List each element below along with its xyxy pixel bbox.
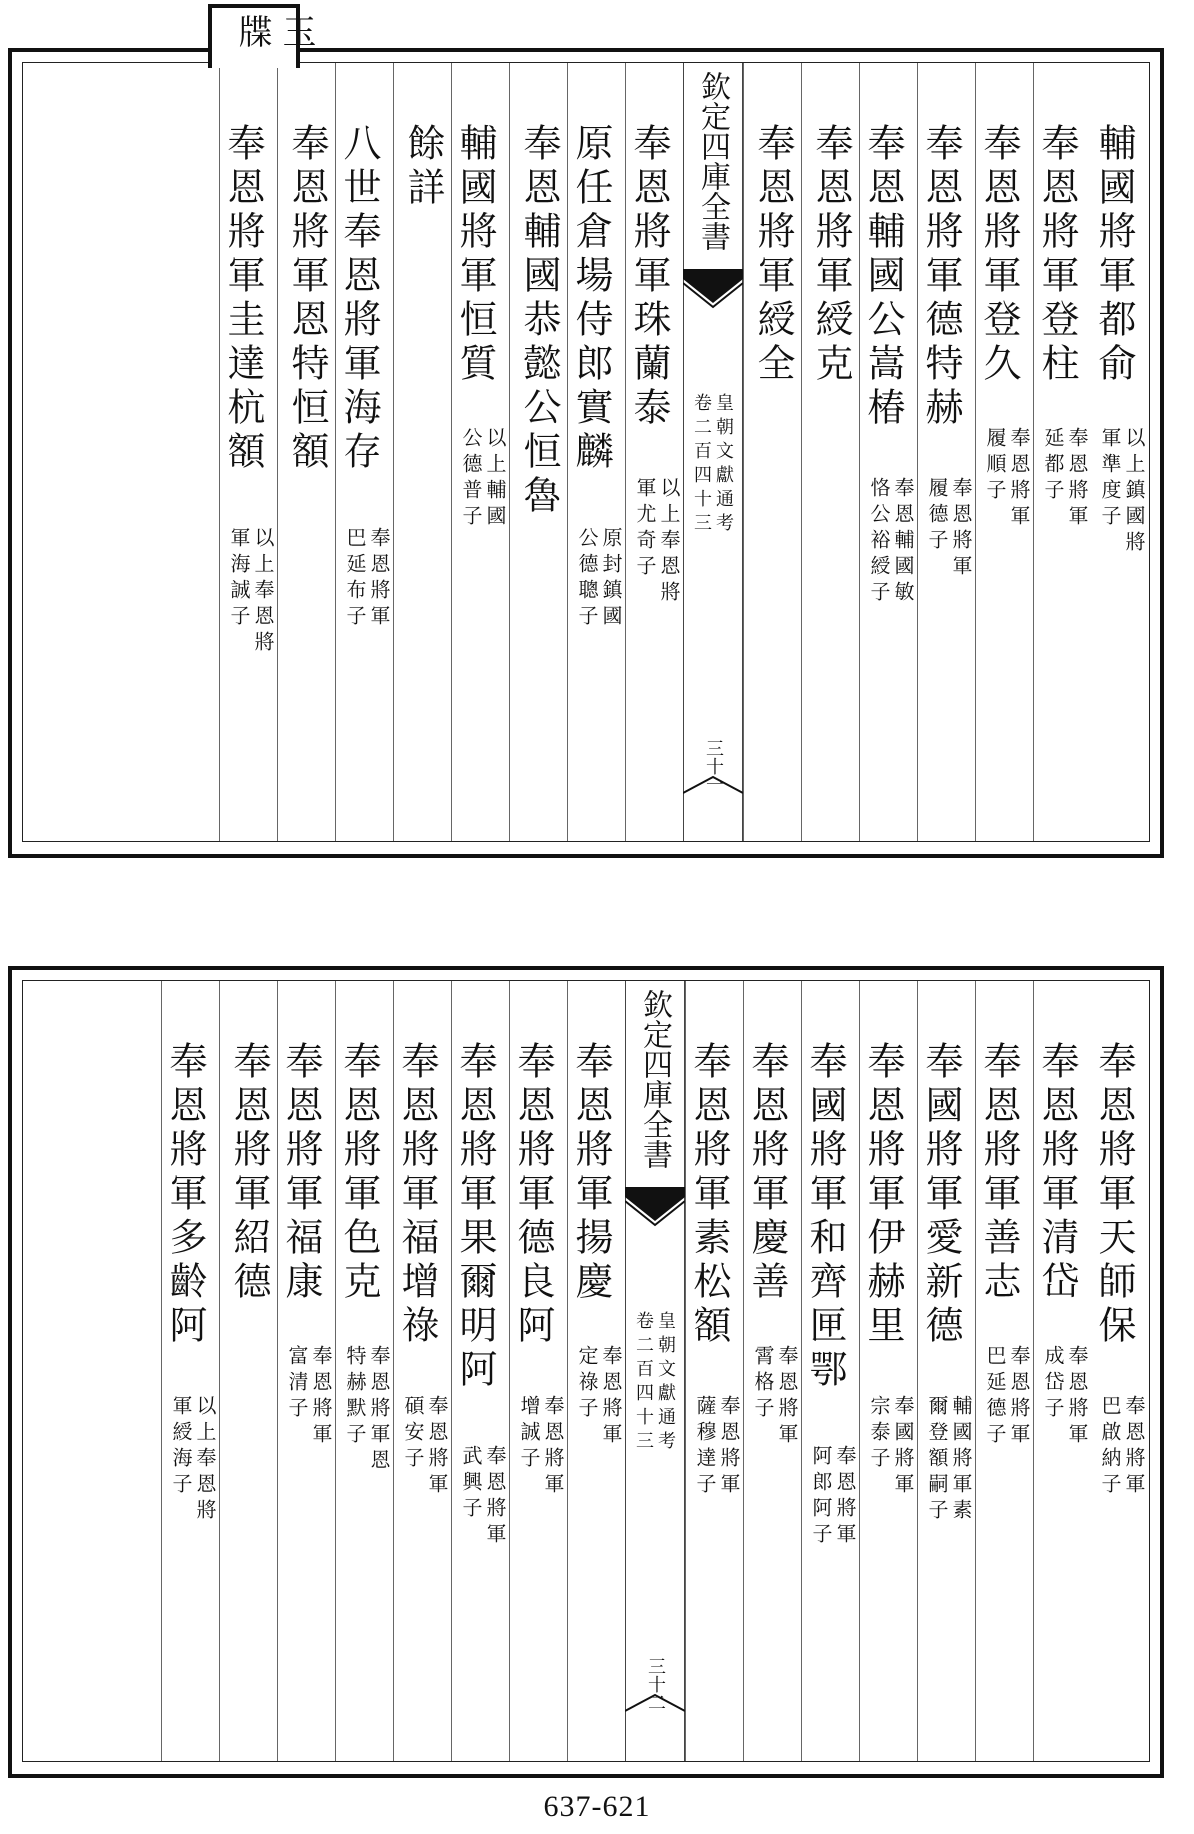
fish-tail-mark-icon: [683, 775, 743, 795]
text-column: [161, 981, 219, 1761]
source-title: 皇朝文獻通考: [655, 1311, 676, 1455]
text-column: [335, 981, 393, 1761]
text-column: [917, 63, 975, 841]
entry-annotation: 以上鎮國將: [1122, 427, 1146, 557]
text-column: [1033, 63, 1091, 841]
entry-annotation: 奉恩將軍: [425, 1395, 449, 1499]
entry-name: 奉恩將軍紹德: [227, 1041, 271, 1305]
entry-annotation: 奉恩將軍: [1065, 1345, 1089, 1449]
entry-annotation: 軍綬海子: [169, 1395, 193, 1499]
fold-rule: [625, 981, 626, 1761]
entry-name: 奉恩輔國恭懿公恒魯: [517, 123, 561, 519]
entry-annotation: 阿郎阿子: [809, 1445, 833, 1549]
entry-name: 奉恩將軍綬全: [751, 123, 795, 387]
entry-annotation: 宗泰子: [867, 1395, 891, 1473]
entry-annotation: 富清子: [285, 1345, 309, 1423]
entry-name: 奉恩輔國公嵩椿: [861, 123, 905, 431]
entry-annotation: 奉恩將軍: [775, 1345, 799, 1449]
entry-name: 奉恩將軍恩特恒額: [285, 123, 329, 475]
text-column: [509, 981, 567, 1761]
text-column: [859, 63, 917, 841]
entry-name: 餘詳: [401, 123, 445, 211]
text-column: [219, 63, 277, 841]
text-column: [743, 981, 801, 1761]
fold-rule: [683, 63, 684, 841]
entry-annotation: 增誠子: [517, 1395, 541, 1473]
entry-annotation: 履德子: [925, 477, 949, 555]
top-page-frame: [22, 62, 1150, 842]
tab-label: 玉牒: [232, 14, 316, 50]
fold-rule: [742, 63, 743, 841]
entry-annotation: 碩安子: [401, 1395, 425, 1473]
entry-name: 奉恩將軍果爾明阿: [453, 1041, 497, 1393]
entry-annotation: 奉恩將軍: [309, 1345, 333, 1449]
entry-name: 輔國將軍恒質: [453, 123, 497, 387]
entry-annotation: 軍尤奇子: [633, 477, 657, 581]
entry-name: 奉恩將軍清岱: [1035, 1041, 1079, 1305]
entry-name: 奉國將軍和齊匣鄂: [803, 1041, 847, 1393]
text-column: [801, 63, 859, 841]
text-column: [625, 63, 683, 841]
entry-name: 奉恩將軍德良阿: [511, 1041, 555, 1349]
entry-annotation: 延都子: [1041, 427, 1065, 505]
text-column: [219, 981, 277, 1761]
entry-annotation: 奉恩將軍: [717, 1395, 741, 1499]
entry-name: 奉恩將軍珠蘭泰: [627, 123, 671, 431]
entry-name: 奉恩將軍善志: [977, 1041, 1021, 1305]
text-column: [743, 63, 801, 841]
entry-annotation: 輔國將軍素: [949, 1395, 973, 1525]
book-title: 欽定四庫全書: [695, 71, 730, 251]
text-column: [1091, 981, 1149, 1761]
volume-number: 卷二百四十三: [691, 393, 712, 537]
entry-name: 奉恩將軍福康: [279, 1041, 323, 1305]
entry-annotation: 恪公裕綬子: [867, 477, 891, 607]
entry-name: 奉恩將軍綬克: [809, 123, 853, 387]
text-column: [917, 981, 975, 1761]
entry-annotation: 奉恩將軍: [1065, 427, 1089, 531]
text-column: [1033, 981, 1091, 1761]
top-page: [8, 48, 1164, 858]
entry-annotation: 奉恩將軍: [483, 1445, 507, 1549]
entry-annotation: 以上奉恩將: [657, 477, 681, 607]
volume-number: 卷二百四十三: [633, 1311, 654, 1455]
text-column: [277, 63, 335, 841]
entry-annotation: 公德普子: [459, 427, 483, 531]
entry-annotation: 奉恩將軍: [367, 527, 391, 631]
entry-annotation: 奉國將軍: [891, 1395, 915, 1499]
text-column: [451, 63, 509, 841]
entry-annotation: 軍準度子: [1098, 427, 1122, 531]
entry-name: 奉恩將軍天師保: [1092, 1041, 1136, 1349]
text-column: [335, 63, 393, 841]
entry-annotation: 薩穆達子: [693, 1395, 717, 1499]
text-column: [509, 63, 567, 841]
entry-name: 奉恩將軍德特赫: [919, 123, 963, 431]
bottom-columns: [23, 981, 1149, 1761]
entry-annotation: 定祿子: [575, 1345, 599, 1423]
entry-name: 輔國將軍都俞: [1092, 123, 1136, 387]
entry-annotation: 奉恩將軍: [599, 1345, 623, 1449]
entry-name: 原任倉場侍郎實麟: [569, 123, 613, 475]
text-column: [451, 981, 509, 1761]
fish-tail-mark-icon: [683, 269, 743, 309]
text-column: [859, 981, 917, 1761]
text-column: [277, 981, 335, 1761]
text-column: [567, 981, 625, 1761]
text-column: [393, 63, 451, 841]
entry-annotation: 公德聰子: [575, 527, 599, 631]
entry-annotation: 巴延布子: [343, 527, 367, 631]
entry-annotation: 以上奉恩將: [193, 1395, 217, 1525]
entry-name: 奉恩將軍登久: [977, 123, 1021, 387]
top-columns: [23, 63, 1149, 841]
entry-name: 奉國將軍愛新德: [919, 1041, 963, 1349]
text-column: [801, 981, 859, 1761]
bottom-page-frame: [22, 980, 1150, 1762]
page-number: 637-621: [543, 1790, 651, 1823]
entry-annotation: 奉恩輔國敏: [891, 477, 915, 607]
entry-annotation: 奉恩將軍: [541, 1395, 565, 1499]
entry-annotation: 霄格子: [751, 1345, 775, 1423]
entry-annotation: 以上奉恩將: [251, 527, 275, 657]
entry-name: 奉恩將軍色克: [337, 1041, 381, 1305]
text-column: [567, 63, 625, 841]
center-fold: [683, 63, 743, 841]
entry-annotation: 軍海誠子: [227, 527, 251, 631]
entry-name: 奉恩將軍慶善: [745, 1041, 789, 1305]
text-column: [1091, 63, 1149, 841]
book-title: 欽定四庫全書: [637, 989, 672, 1169]
entry-name: 奉恩將軍伊赫里: [861, 1041, 905, 1349]
entry-name: 八世奉恩將軍海存: [337, 123, 381, 475]
entry-name: 奉恩將軍登柱: [1035, 123, 1079, 387]
entry-annotation: 奉恩將軍: [833, 1445, 857, 1549]
text-column: [975, 63, 1033, 841]
entry-annotation: 巴啟納子: [1098, 1395, 1122, 1499]
entry-annotation: 以上輔國: [483, 427, 507, 531]
entry-annotation: 武興子: [459, 1445, 483, 1523]
entry-annotation: 巴延德子: [983, 1345, 1007, 1449]
entry-annotation: 奉恩將軍: [1007, 1345, 1031, 1449]
text-column: [975, 981, 1033, 1761]
entry-annotation: 原封鎮國: [599, 527, 623, 631]
entry-name: 奉恩將軍圭達杭額: [221, 123, 265, 475]
leaf-number: 三十一: [703, 739, 724, 793]
entry-name: 奉恩將軍多齡阿: [163, 1041, 207, 1349]
entry-annotation: 成岱子: [1041, 1345, 1065, 1423]
entry-name: 奉恩將軍福增祿: [395, 1041, 439, 1349]
center-fold: [625, 981, 685, 1761]
leaf-number: 三十二: [645, 1657, 666, 1711]
book-tab: [208, 4, 316, 68]
entry-annotation: 奉恩將軍: [1007, 427, 1031, 531]
entry-annotation: 特赫默子: [343, 1345, 367, 1449]
entry-annotation: 奉恩將軍: [949, 477, 973, 581]
text-column: [393, 981, 451, 1761]
entry-annotation: 奉恩將軍: [1122, 1395, 1146, 1499]
bottom-page: [8, 966, 1164, 1778]
entry-name: 奉恩將軍素松額: [687, 1041, 731, 1349]
fish-tail-mark-icon: [625, 1187, 685, 1227]
source-title: 皇朝文獻通考: [713, 393, 734, 537]
entry-annotation: 履順子: [983, 427, 1007, 505]
entry-annotation: 爾登額嗣子: [925, 1395, 949, 1525]
entry-name: 奉恩將軍揚慶: [569, 1041, 613, 1305]
fold-rule: [684, 981, 685, 1761]
text-column: [685, 981, 743, 1761]
fish-tail-mark-icon: [625, 1693, 685, 1713]
entry-annotation: 奉恩將軍恩: [367, 1345, 391, 1475]
